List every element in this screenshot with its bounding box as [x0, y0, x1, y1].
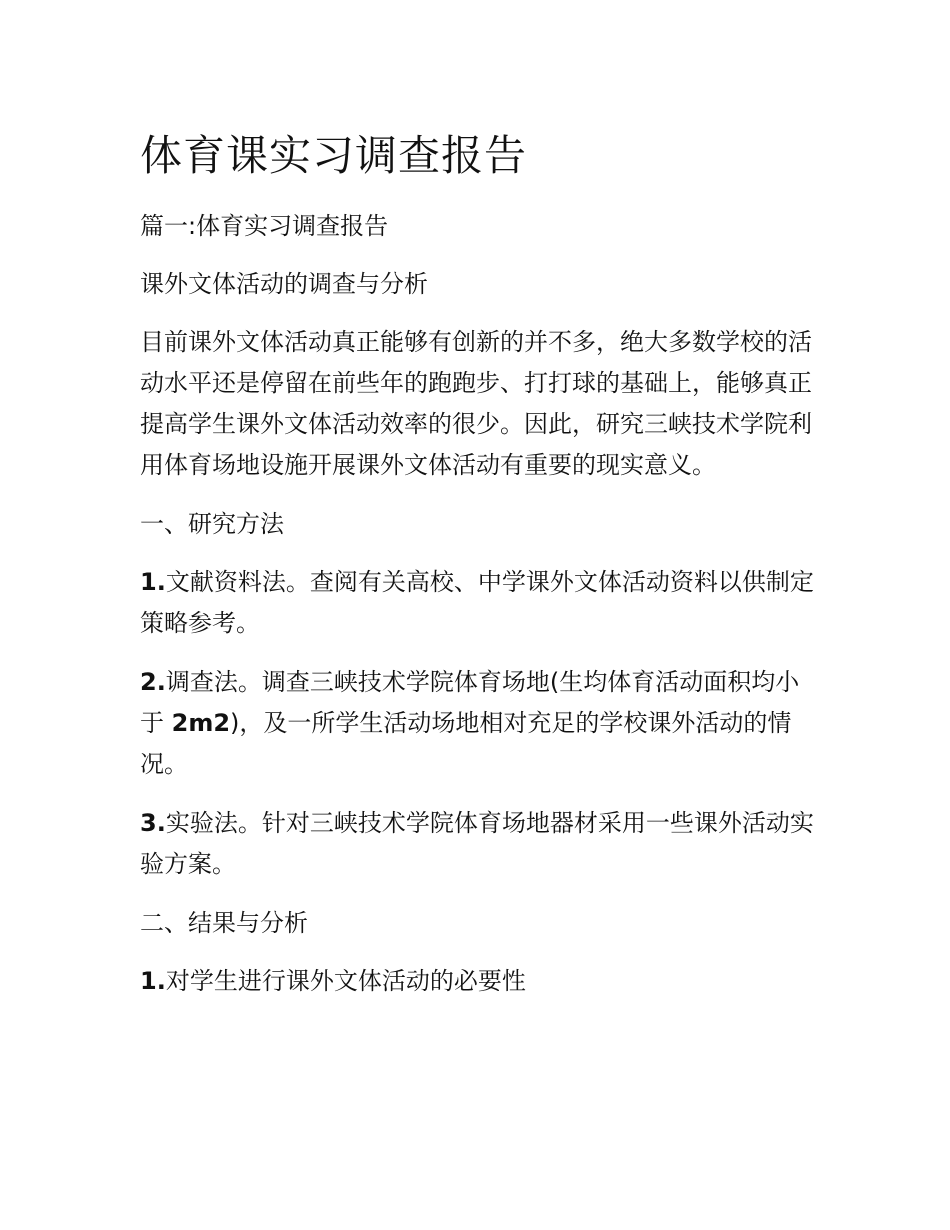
result-number: 1. — [140, 967, 166, 995]
document-page — [140, 128, 820, 1019]
intro-paragraph: 目前课外文体活动真正能够有创新的并不多，绝大多数学校的活动水平还是停留在前些年的跑跑步、打打球的基础上，能够真正提高学生课外文体活动效率的很少。因此，研究三峡技术学院利用体育场地设施开展课外文体活动有重要的现实意义。 — [140, 328, 812, 479]
method-item — [140, 803, 820, 885]
area-value: 2m2 — [171, 709, 231, 737]
method-text-continued: )，及一所学生活动场地相对充足的学校课外活动的情况。 — [140, 709, 792, 778]
section-heading: 课外文体活动的调查与分析 — [140, 270, 428, 298]
methods-heading: 一、研究方法 — [140, 510, 284, 538]
result-text: 对学生进行课外文体活动的必要性 — [165, 967, 526, 995]
method-text: 实验法。针对三峡技术学院体育场地器材采用一些课外活动实验方案。 — [140, 809, 814, 878]
results-heading: 二、结果与分析 — [140, 909, 308, 937]
method-item — [140, 662, 820, 785]
result-item — [140, 961, 820, 1001]
method-number: 2. — [140, 668, 166, 696]
method-number: 1. — [140, 568, 166, 596]
document-subtitle: 篇一:体育实习调查报告 — [140, 212, 389, 240]
method-number: 3. — [140, 809, 166, 837]
method-text: 调查法。调查三峡技术学院体育场地(生均体育活动面积均小于 — [140, 668, 800, 737]
method-item — [140, 562, 820, 644]
method-text: 文献资料法。查阅有关高校、中学课外文体活动资料以供制定策略参考。 — [140, 568, 814, 637]
document-title: 体育课实习调查报告 — [140, 131, 528, 180]
